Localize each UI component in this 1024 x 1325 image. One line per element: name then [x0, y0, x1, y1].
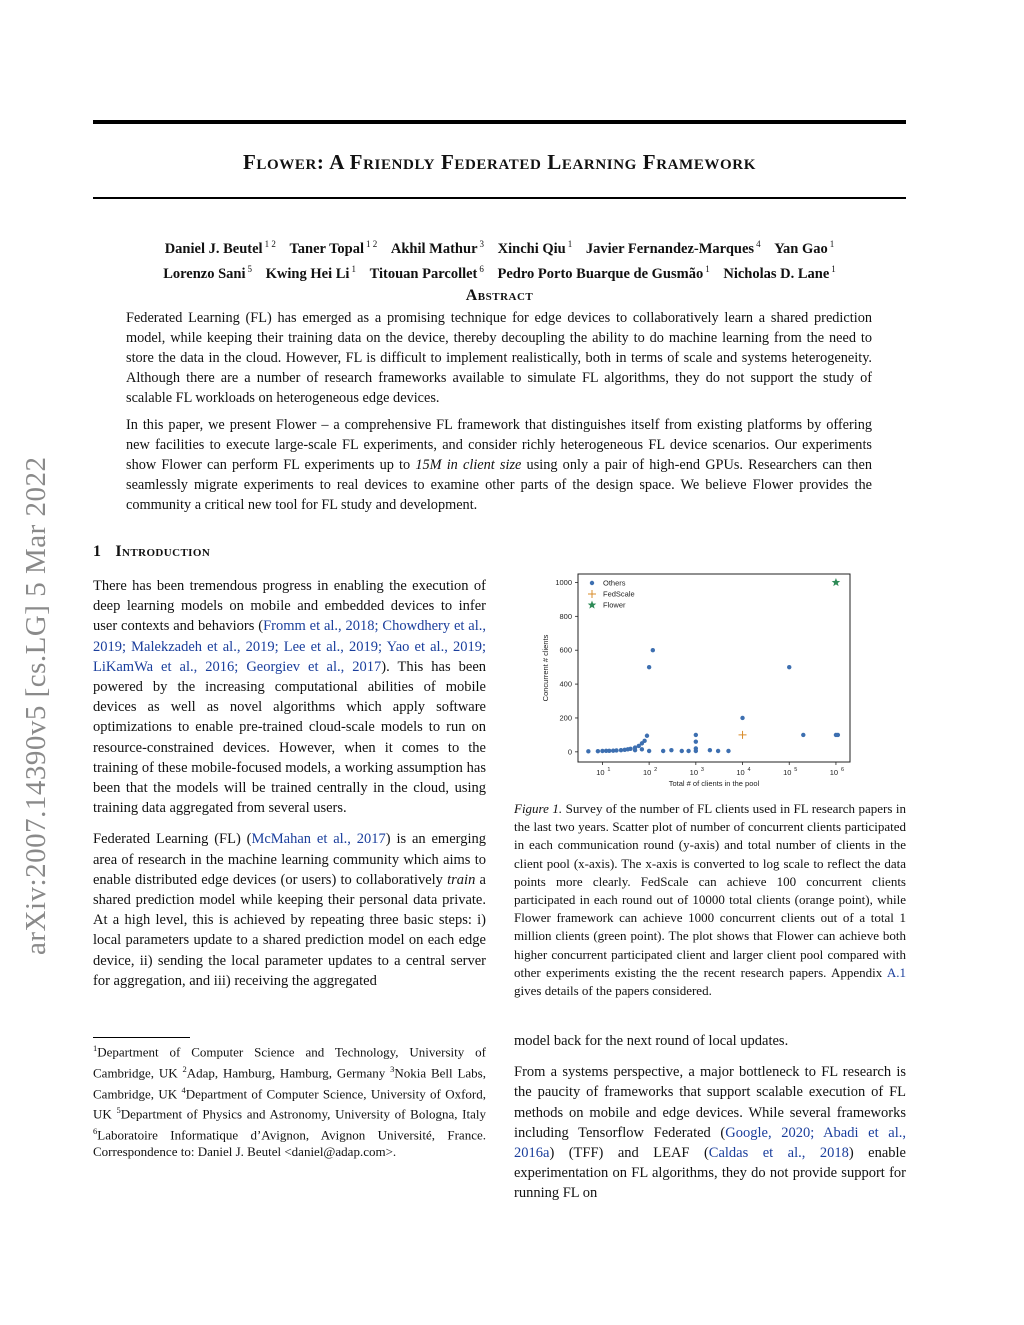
data-point-others [836, 733, 840, 737]
data-point-others [680, 749, 684, 753]
scatter-chart [530, 568, 860, 793]
data-point-others [642, 739, 646, 743]
data-point-others [801, 733, 805, 737]
footnote-rule [93, 1037, 190, 1038]
x-tick-label: 10 [689, 768, 699, 777]
x-tick-exponent: 1 [607, 767, 611, 773]
citation-link[interactable]: McMahan et al., 2017 [251, 831, 386, 848]
x-tick-label: 10 [736, 768, 745, 777]
data-point-others [669, 748, 673, 752]
figure-caption: Figure 1. Survey of the number of FL clients used in FL research papers in the last two years. Scatter plot of number of concurrent clients participated in each communication round (y-axis) and total number of clients in the client pool (x-axis). The x-axis is converted to log scale to reflect the data points more clearly. FedScale can achieve 100 concurrent clients participated in each round out of 10000 total clients (orange point), while Flower framework can achieve 1000 concurrent clients out of a total 1 million clients (green point). The plot shows that Flower can achieve both higher concurrent participated client and larger client pool compared with other experiments existing the the recent research papers. Appendix A.1 gives details of the papers considered. [514, 801, 907, 999]
body-paragraph: From a systems perspective, a major bottleneck to FL research is the paucity of frameworks that support scalable execution of FL methods on mobile and edge devices. While several frameworks including Tensorflow Federated (Google, 2020; Abadi et al., 2016a) (TFF) and LEAF (Caldas et al., 2018) enable experimentation on FL algorithms, they do not provide support for running FL on [514, 1064, 906, 1202]
author: Titouan Parcollet $^6$ [369, 263, 484, 282]
author: Javier Fernandez-Marques $^4$ [585, 239, 761, 257]
legend-marker-others [590, 581, 594, 585]
body-paragraph: model back for the next round of local updates. [514, 1033, 789, 1049]
x-tick-label: 10 [829, 768, 839, 777]
arxiv-identifier: arXiv:2007.14390v5 [cs.LG] 5 Mar 2022 [20, 456, 52, 955]
data-point-others [614, 748, 618, 752]
y-tick-label: 800 [559, 611, 572, 621]
abstract-paragraph: Federated Learning (FL) has emerged as a promising technique for edge devices to collaboratively learn a shared prediction model, while keeping their training data on the device, thereby decoupling the ability to do machine learning from the need to store the data in the cloud. However, FL is difficult to implement realistically, both in terms of scale and systems heterogeneity. Although there are a number of research frameworks available to simulate FL algorithms, they do not support the study of scalable FL workloads on heterogeneous edge devices. [126, 310, 872, 406]
citation-link[interactable]: Fromm et al., 2018; Chowdhery et al., 2019; Malekzadeh et al., 2019; Lee et al., 2019; Yao et al., 2019; LiKamWa et al., 2016; Georgiev et al., 2017 [93, 618, 486, 675]
data-point-others [694, 739, 698, 743]
data-point-others [694, 746, 698, 750]
y-axis-label: Concurrent # clients [541, 634, 550, 702]
figure-1 [530, 568, 860, 793]
data-point-fedscale [739, 731, 747, 739]
data-point-others [694, 733, 698, 737]
data-point-flower [832, 578, 841, 586]
author: Akhil Mathur $^3$ [390, 239, 485, 257]
paper-title: Flower: A Friendly Federated Learning Framework [243, 150, 756, 174]
data-point-others [628, 747, 632, 751]
right-column [514, 1031, 906, 1215]
author: Xinchi Qiu $^1$ [497, 239, 573, 257]
citation-link[interactable]: Caldas et al., 2018 [708, 1145, 849, 1162]
author: Kwing Hei Li $^1$ [265, 263, 356, 282]
x-tick-label: 10 [596, 768, 605, 777]
data-point-others [651, 648, 655, 652]
data-point-others [716, 749, 720, 753]
y-tick-label: 1000 [555, 577, 572, 587]
x-tick-exponent: 6 [840, 767, 845, 773]
x-tick-label: 10 [783, 768, 792, 777]
data-point-others [708, 748, 712, 752]
data-point-others [647, 749, 651, 753]
legend-label: Others [603, 578, 626, 588]
author: Yan Gao $^1$ [774, 239, 835, 257]
data-point-others [686, 749, 690, 753]
data-point-others [726, 749, 730, 753]
left-column [93, 576, 486, 1002]
x-tick-exponent: 5 [794, 767, 798, 773]
x-tick-exponent: 4 [747, 767, 751, 773]
author: Nicholas D. Lane $^1$ [723, 263, 836, 282]
x-tick-label: 10 [642, 768, 652, 777]
title-top-rule [93, 120, 906, 124]
author: Lorenzo Sani $^5$ [163, 263, 253, 282]
y-tick-label: 200 [559, 713, 572, 723]
data-point-others [596, 749, 600, 753]
affiliations-footnote: $^1$Department of Computer Science and Technology, University of Cambridge, UK $^2$Adap, Hamburg, Hamburg, Germany $^3$Nokia Bell Labs, Cambridge, UK $^4$Department of Computer Science, University of Oxford, UK $^5$Department of Physics and Astronomy, University of Bologna, Italy $^6$Laboratoire Informatique d’Avignon, Avignon Université, France. Correspondence to: Daniel J. Beutel <daniel@adap.com>. [93, 1043, 487, 1160]
data-point-others [640, 747, 644, 751]
author: Pedro Porto Buarque de Gusmão $^1$ [497, 263, 710, 282]
y-tick-label: 600 [559, 645, 572, 655]
abstract-heading: Abstract [465, 287, 534, 304]
legend-label: FedScale [603, 589, 635, 599]
author: Daniel J. Beutel $^{1 2}$ [164, 239, 276, 257]
data-point-others [607, 749, 611, 753]
data-point-others [647, 665, 651, 669]
data-point-others [787, 665, 791, 669]
section-heading: 1 Introduction [93, 543, 211, 560]
y-tick-label: 400 [559, 679, 572, 689]
data-point-others [586, 749, 590, 753]
data-point-others [661, 749, 665, 753]
author-list [93, 234, 906, 284]
abstract-body [126, 308, 872, 522]
intro-paragraph: Federated Learning (FL) (McMahan et al., 2017) is an emerging area of research in the machine learning community which aims to enable distributed edge devices (or users) to collaboratively train a shared prediction model while keeping their personal data private. At a high level, this is achieved by repeating three basic steps: i) local parameters update to a shared prediction model on each edge device, ii) sending the local parameter updates to a central server for aggregation, and iii) receiving the aggregated [93, 831, 486, 989]
x-tick-exponent: 3 [700, 767, 704, 773]
title-bottom-rule [93, 197, 906, 199]
author: Taner Topal $^{1 2}$ [289, 239, 378, 257]
citation-link[interactable]: Google, 2020; Abadi et al., 2016a [514, 1124, 906, 1162]
legend-marker-flower [588, 601, 597, 609]
x-axis-label: Total # of clients in the pool [668, 779, 760, 788]
data-point-others [633, 748, 637, 752]
data-point-others [740, 716, 744, 720]
y-tick-label: 0 [567, 747, 572, 757]
appendix-link[interactable]: A.1 [886, 964, 906, 980]
chart-legend [588, 579, 635, 610]
legend-label: Flower [603, 600, 626, 610]
intro-paragraph: There has been tremendous progress in enabling the execution of deep learning models on mobile and embedded devices to infer user contexts and behaviors (Fromm et al., 2018; Chowdhery et al., 2019; Malekzadeh et al., 2019; Lee et al., 2019; Yao et al., 2019; LiKamWa et al., 2016; Georgiev et al., 2017). This has been powered by the increasing computational abilities of mobile devices as well as novel algorithms which apply software optimizations to enable pre-trained cloud-scale models to run on resource-constrained devices. However, when it comes to the training of these mobile-focused models, a working assumption has been that the models will be trained centrally in the cloud, using training data aggregated from several users. [93, 578, 487, 817]
data-point-others [645, 734, 649, 738]
legend-marker-fedscale [588, 590, 596, 598]
abstract-paragraph: In this paper, we present Flower – a comprehensive FL framework that distinguishes itself from existing platforms by offering new facilities to execute large-scale FL experiments, and consider richly heterogeneous FL device scenarios. Our experiments show Flower can perform FL experiments up to 15M in client size using only a pair of high-end GPUs. Researchers can then seamlessly migrate experiments to real devices to examine other parts of the design space. We believe Flower provides the community a critical new tool for FL study and development. [126, 417, 872, 513]
x-tick-exponent: 2 [654, 767, 658, 773]
